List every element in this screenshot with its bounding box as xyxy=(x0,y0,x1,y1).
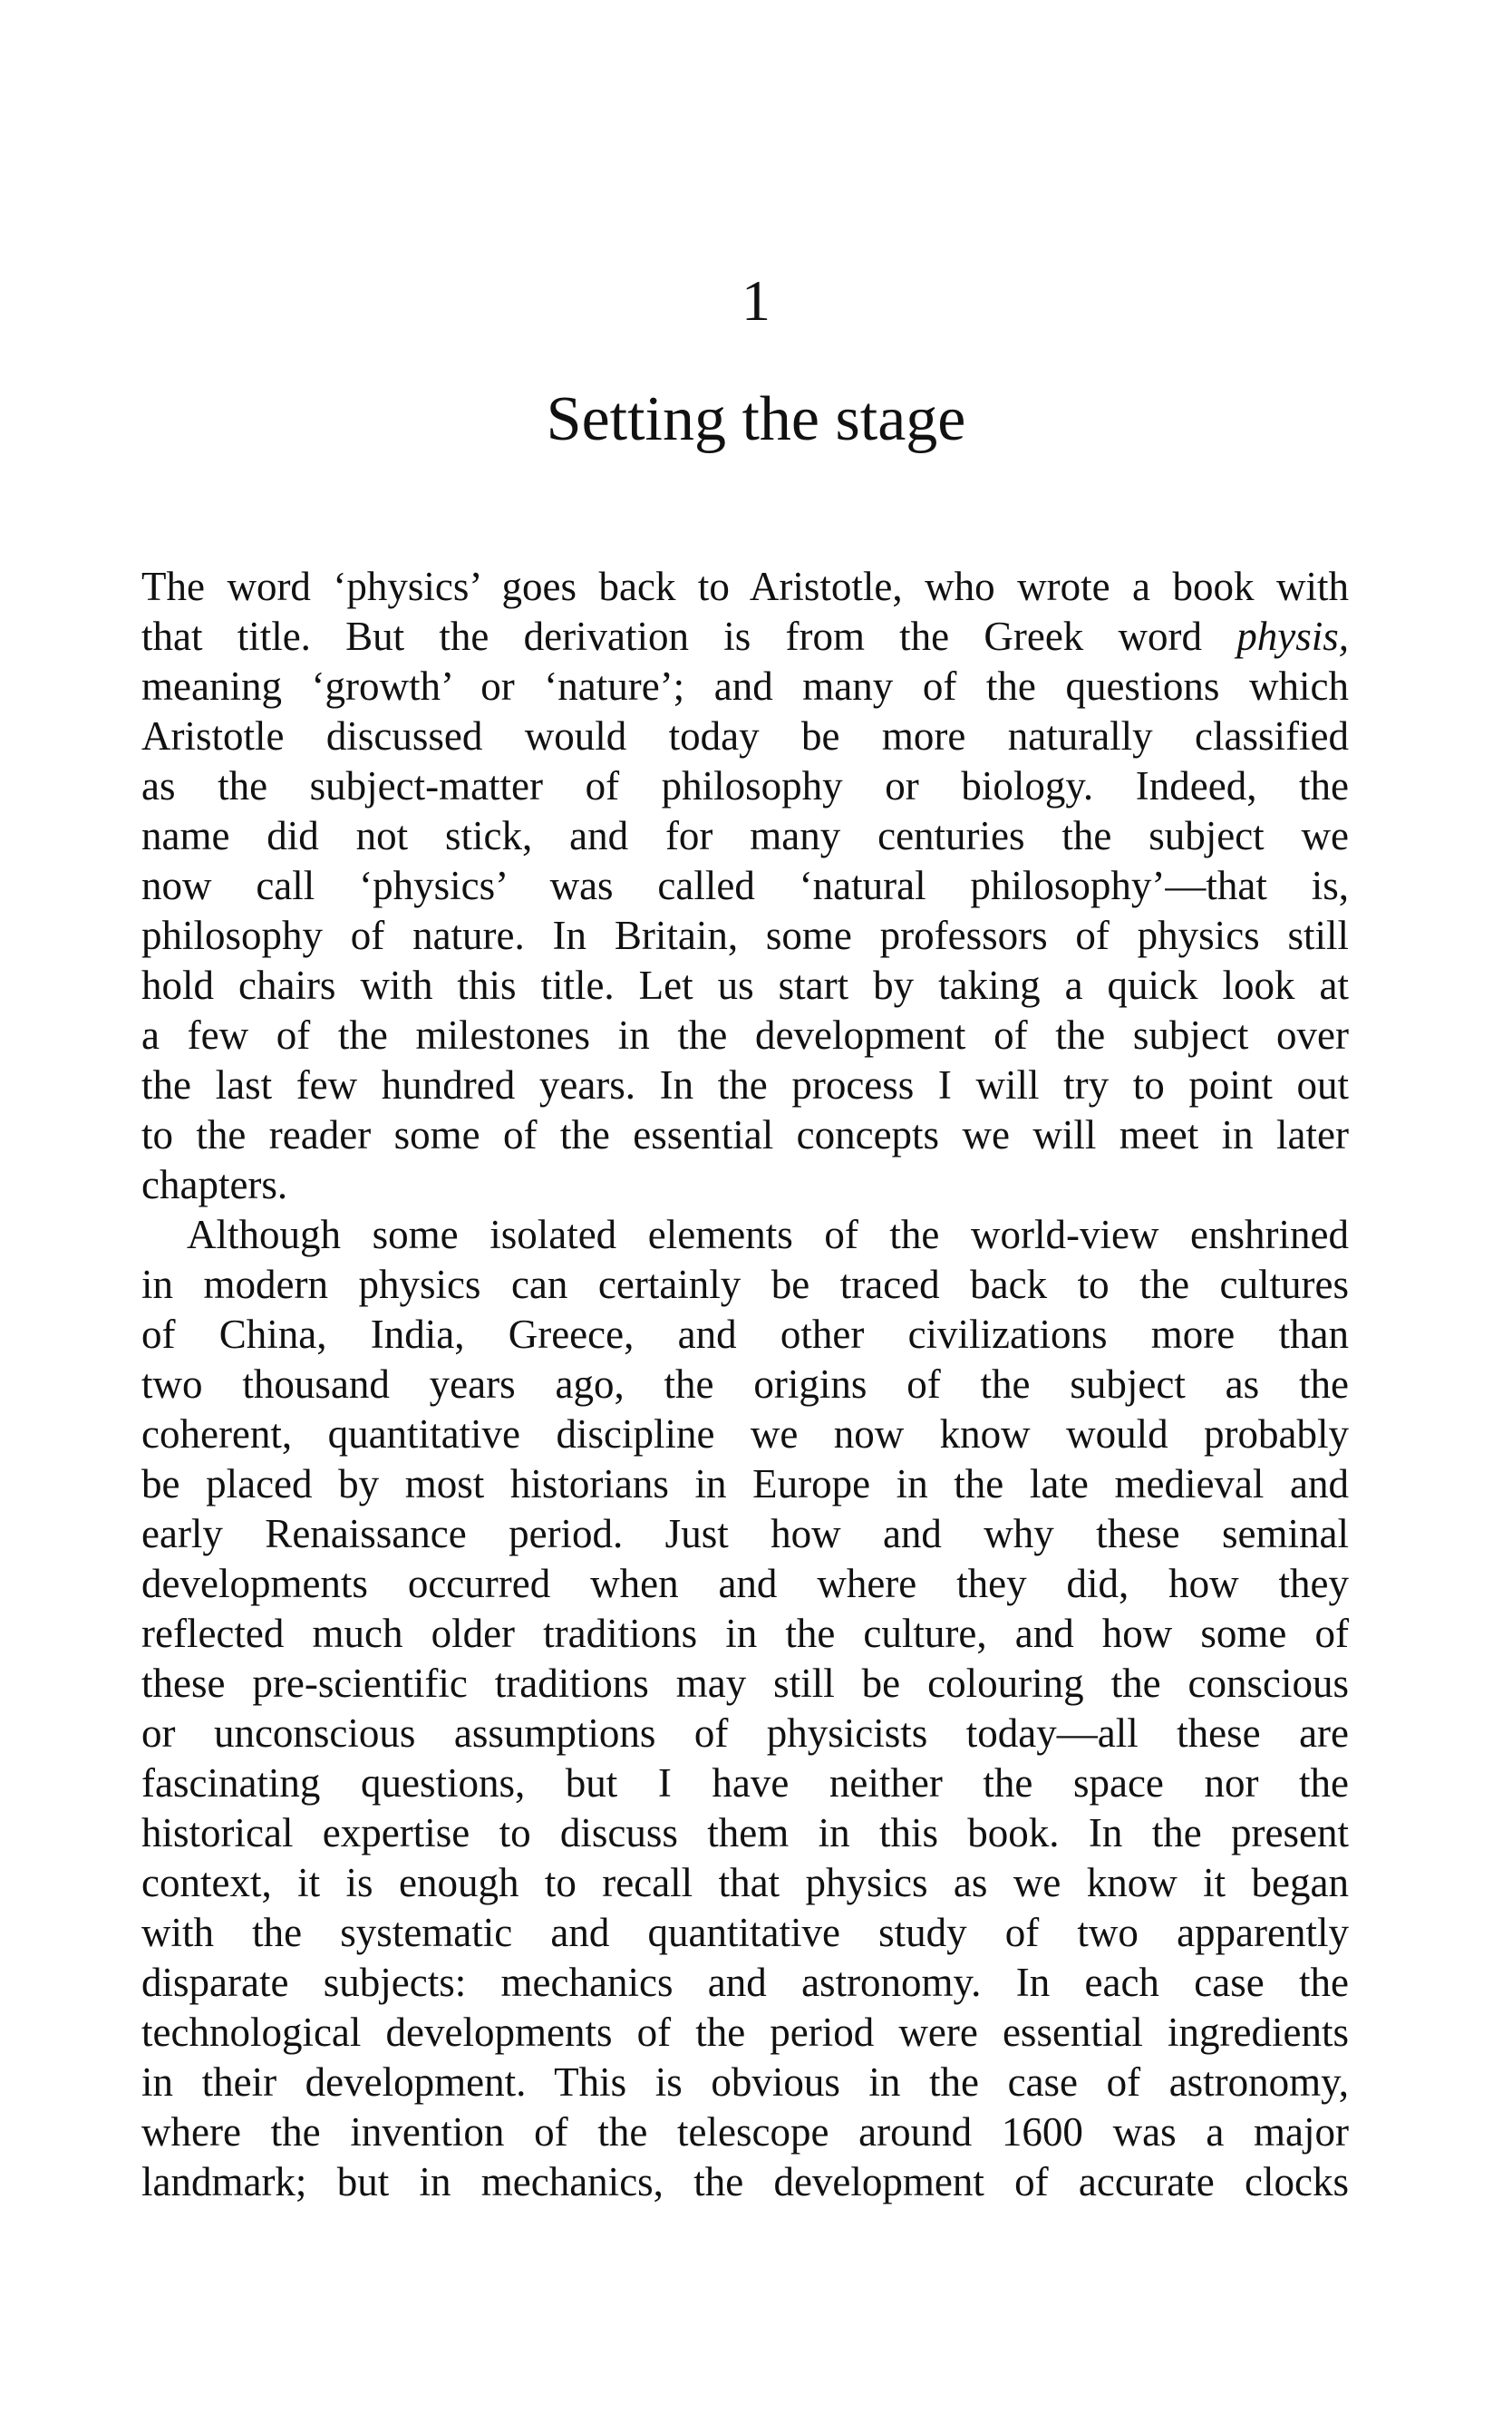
text-line: a few of the milestones in the development of the subject over xyxy=(141,1012,1349,1058)
text-line: name did not stick, and for many centuries the subject we xyxy=(141,813,1349,858)
text-line: coherent, quantitative discipline we now know would probably xyxy=(141,1411,1349,1457)
text-line xyxy=(141,612,1349,662)
paragraph-1 xyxy=(141,562,1349,1210)
text-line: of China, India, Greece, and other civilizations more than xyxy=(141,1312,1349,1357)
text-line: with the systematic and quantitative study of two apparently xyxy=(141,1910,1349,1955)
italic-word: physis, xyxy=(1236,614,1349,659)
text-line: now call ‘physics’ was called ‘natural philosophy’—that is, xyxy=(141,863,1349,908)
text-line: or unconscious assumptions of physicists today—all these are xyxy=(141,1710,1349,1756)
text-line: philosophy of nature. In Britain, some professors of physics still xyxy=(141,913,1349,958)
text-line: The word ‘physics’ goes back to Aristotle, who wrote a book with xyxy=(141,564,1349,609)
text-line: early Renaissance period. Just how and why these seminal xyxy=(141,1511,1349,1556)
text-line: technological developments of the period were essential ingredients xyxy=(141,2010,1349,2055)
text-run: that title. But the derivation is from the Greek word xyxy=(141,614,1237,659)
text-line: landmark; but in mechanics, the development of accurate clocks xyxy=(141,2159,1349,2204)
chapter-title: Setting the stage xyxy=(546,384,966,454)
text-line: the last few hundred years. In the process I will try to point out xyxy=(141,1062,1349,1108)
text-line: Although some isolated elements of the world-view enshrined xyxy=(187,1212,1349,1257)
text-line: where the invention of the telescope around 1600 was a major xyxy=(141,2109,1349,2155)
text-line: disparate subjects: mechanics and astronomy. In each case the xyxy=(141,1960,1349,2005)
text-line: in their development. This is obvious in the case of astronomy, xyxy=(141,2059,1349,2105)
text-line: Aristotle discussed would today be more naturally classified xyxy=(141,713,1349,759)
text-line: to the reader some of the essential concepts we will meet in later xyxy=(141,1112,1349,1158)
text-line: context, it is enough to recall that physics as we know it began xyxy=(141,1860,1349,1905)
text-line: chapters. xyxy=(141,1162,288,1207)
text-line: two thousand years ago, the origins of the subject as the xyxy=(141,1361,1349,1407)
text-line: reflected much older traditions in the culture, and how some of xyxy=(141,1611,1349,1656)
text-line: be placed by most historians in Europe in the late medieval and xyxy=(141,1461,1349,1506)
text-line: developments occurred when and where they did, how they xyxy=(141,1561,1349,1606)
text-line: fascinating questions, but I have neither the space nor the xyxy=(141,1760,1349,1806)
paragraph-2 xyxy=(141,1210,1349,2207)
text-line: hold chairs with this title. Let us start by taking a quick look at xyxy=(141,963,1349,1008)
text-line: these pre-scientific traditions may still be colouring the conscious xyxy=(141,1661,1349,1706)
text-line: as the subject-matter of philosophy or biology. Indeed, the xyxy=(141,763,1349,809)
text-line: meaning ‘growth’ or ‘nature’; and many of the questions which xyxy=(141,664,1349,709)
chapter-number: 1 xyxy=(741,268,771,333)
body-text xyxy=(141,562,1349,2207)
text-line: in modern physics can certainly be traced back to the cultures xyxy=(141,1262,1349,1307)
text-line: historical expertise to discuss them in this book. In the present xyxy=(141,1810,1349,1855)
